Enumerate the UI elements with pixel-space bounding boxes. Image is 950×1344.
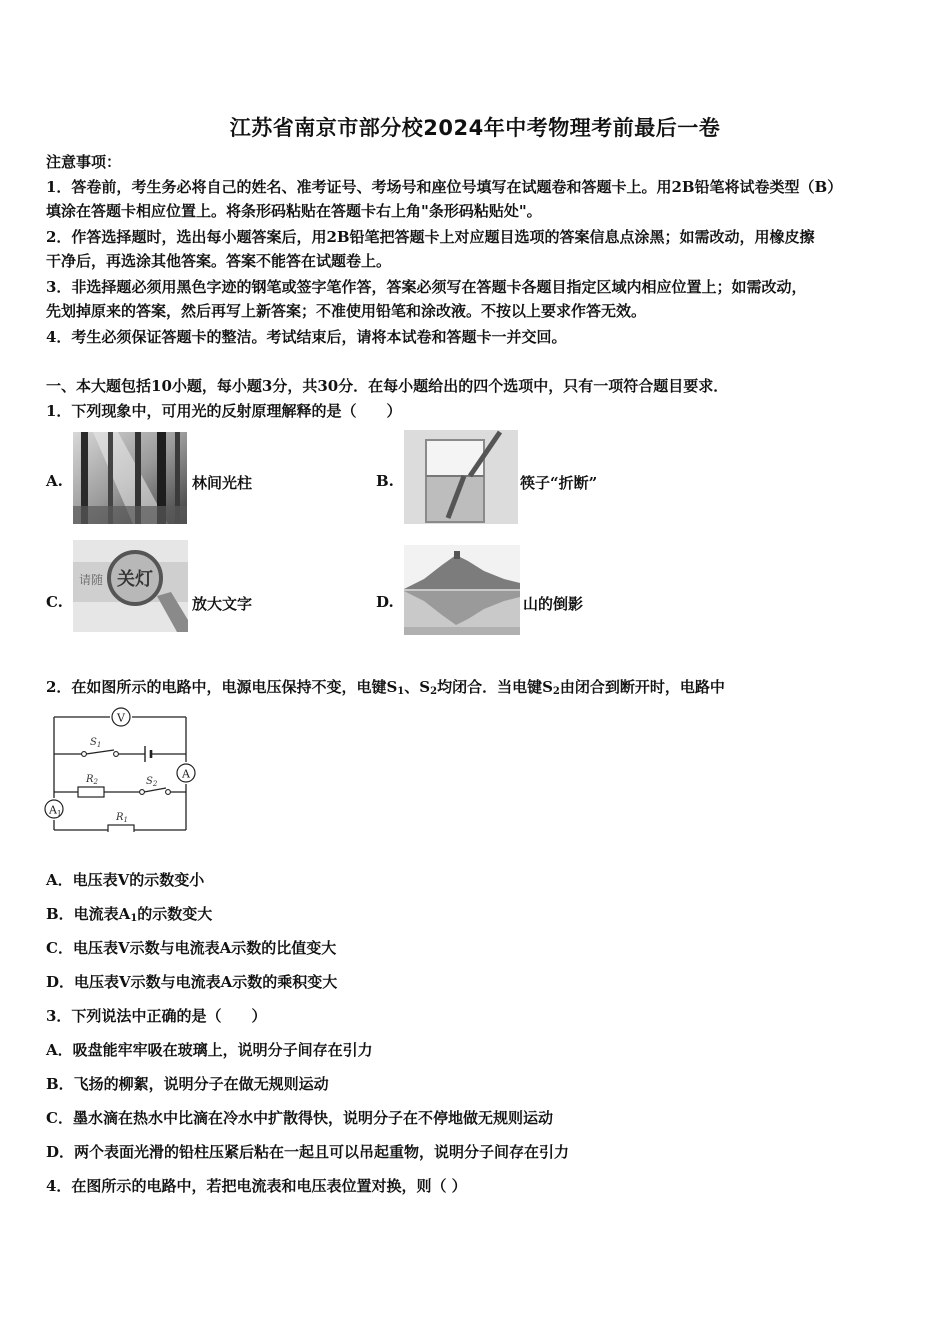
circuit-diagram bbox=[42, 702, 202, 832]
q1-option-d-letter: D. bbox=[376, 593, 394, 611]
r2-resistor bbox=[78, 787, 104, 797]
q3-option-b: B．飞扬的柳絮，说明分子在做无规则运动 bbox=[46, 1075, 329, 1093]
ammeter-1-label: A1 bbox=[49, 803, 62, 818]
q1-option-c-text: 放大文字 bbox=[192, 595, 253, 613]
question-4-stem: 4．在图所示的电路中，若把电流表和电压表位置对换，则（ ） bbox=[46, 1177, 467, 1195]
r1-label: $R_1$ bbox=[116, 812, 128, 824]
notice-line: 4．考生必须保证答题卡的整洁。考试结束后，请将本试卷和答题卡一并交回。 bbox=[46, 328, 567, 346]
question-1-stem: 1．下列现象中，可用光的反射原理解释的是（ ） bbox=[46, 402, 402, 420]
q2-option-b: B．电流表$A_1$的示数变大 bbox=[46, 905, 213, 924]
q1-option-d-text: 山的倒影 bbox=[523, 595, 584, 613]
q1-option-a-letter: A. bbox=[46, 472, 63, 490]
q1-option-b-letter: B. bbox=[376, 472, 394, 490]
question-2-stem: 2．在如图所示的电路中，电源电压保持不变，电键$S_1$、$S_2$均闭合．当电键$S_2$由闭合到断开时，电路中 bbox=[46, 678, 725, 697]
q3-option-c: C．墨水滴在热水中比滴在冷水中扩散得快，说明分子在不停地做无规则运动 bbox=[46, 1109, 553, 1127]
q1-option-c-letter: C. bbox=[46, 593, 63, 611]
section-heading: 一、本大题包括10小题，每小题3分，共30分．在每小题给出的四个选项中，只有一项符合题目要求． bbox=[46, 377, 729, 395]
voltmeter-label: V bbox=[117, 711, 125, 725]
notice-line: 干净后，再选涂其他答案。答案不能答在试题卷上。 bbox=[46, 252, 392, 270]
forest-light-image bbox=[73, 432, 187, 524]
ammeter-label: A bbox=[182, 767, 190, 781]
magnified-text: 关灯 bbox=[117, 569, 153, 590]
page-title: 江苏省南京市部分校2024年中考物理考前最后一卷 bbox=[229, 116, 721, 140]
mountain-reflection-image bbox=[404, 545, 520, 635]
notice-heading: 注意事项： bbox=[46, 153, 122, 171]
q2-option-a: A．电压表V的示数变小 bbox=[46, 871, 205, 889]
q3-option-a: A．吸盘能牢牢吸在玻璃上，说明分子间存在引力 bbox=[46, 1041, 373, 1059]
s1-label: $S_1$ bbox=[90, 737, 102, 749]
question-3-stem: 3．下列说法中正确的是（ ） bbox=[46, 1007, 267, 1025]
chopsticks-in-water-image bbox=[404, 430, 518, 524]
sign-text: 请随 bbox=[79, 573, 104, 587]
notice-line: 填涂在答题卡相应位置上。将条形码粘贴在答题卡右上角"条形码粘贴处"。 bbox=[46, 202, 542, 220]
q1-option-b-text: 筷子“折断” bbox=[520, 474, 598, 492]
r1-resistor bbox=[108, 825, 134, 832]
notice-line: 3．非选择题必须用黑色字迹的钢笔或签字笔作答，答案必须写在答题卡各题目指定区域内相应位置上；如需改动， bbox=[46, 278, 807, 296]
q1-option-a-text: 林间光柱 bbox=[192, 474, 253, 492]
q2-option-c: C．电压表V示数与电流表A示数的比值变大 bbox=[46, 939, 337, 957]
s2-label: $S_2$ bbox=[146, 776, 158, 788]
notice-line: 1．答卷前，考生务必将自己的姓名、准考证号、考场号和座位号填写在试题卷和答题卡上。用2B铅笔将试卷类型（B） bbox=[46, 178, 843, 196]
q3-option-d: D．两个表面光滑的铅柱压紧后粘在一起且可以吊起重物，说明分子间存在引力 bbox=[46, 1143, 570, 1161]
r2-label: $R_2$ bbox=[86, 774, 98, 786]
q2-option-d: D．电压表V示数与电流表A示数的乘积变大 bbox=[46, 973, 338, 991]
magnifier-image bbox=[73, 540, 188, 632]
notice-line: 先划掉原来的答案，然后再写上新答案；不准使用铅笔和涂改液。不按以上要求作答无效。 bbox=[46, 302, 647, 320]
notice-line: 2．作答选择题时，选出每小题答案后，用2B铅笔把答题卡上对应题目选项的答案信息点涂黑；如需改动，用橡皮擦 bbox=[46, 228, 815, 246]
